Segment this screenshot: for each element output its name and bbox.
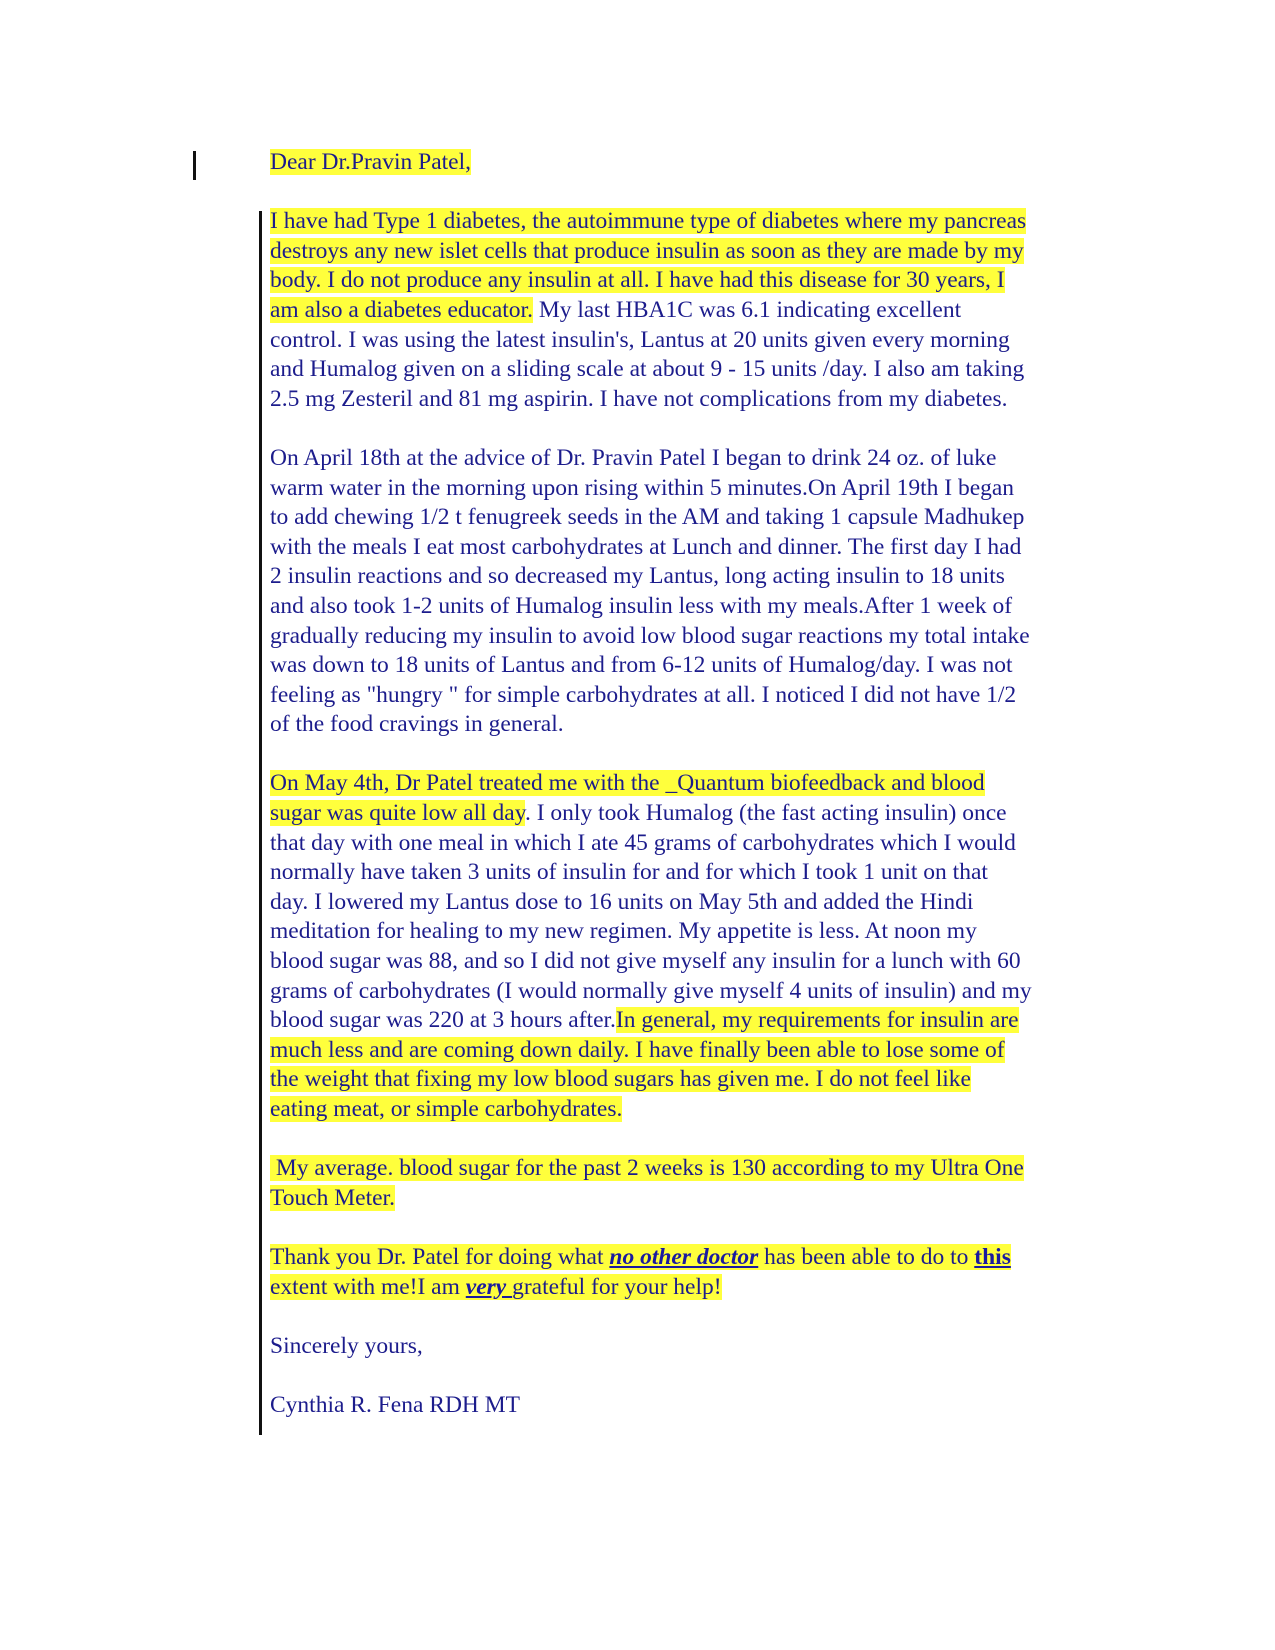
paragraph-average-blood-sugar [270, 1154, 1090, 1213]
line [270, 799, 1090, 829]
highlighted-text: destroys any new islet cells that produce insulin as soon as they are made by my [270, 237, 1024, 264]
closing: Sincerely yours, [270, 1332, 423, 1359]
highlighted-line [270, 1244, 1011, 1270]
line: blood sugar was 88, and so I did not give myself any insulin for a lunch with 60 [270, 948, 1021, 975]
line [270, 1036, 1090, 1066]
plain-text: grateful for your help! [512, 1273, 722, 1300]
line [270, 1154, 1090, 1184]
highlighted-text: much less and are coming down daily. I have finally been able to lose some of [270, 1036, 1005, 1063]
line: of the food cravings in general. [270, 711, 564, 738]
revision-change-bar [259, 211, 262, 1435]
line: gradually reducing my insulin to avoid low blood sugar reactions my total intake [270, 622, 1030, 649]
line: 2.5 mg Zesteril and 81 mg aspirin. I have not complications from my diabetes. [270, 385, 1008, 412]
highlighted-text: eating meat, or simple carbohydrates. [270, 1096, 623, 1122]
line: meditation for healing to my new regimen. My appetite is less. At noon my [270, 918, 977, 945]
line: feeling as "hungry " for simple carbohydrates at all. I noticed I did not have 1/2 [270, 681, 1017, 708]
line: control. I was using the latest insulin's, Lantus at 20 units given every morning [270, 326, 1010, 353]
line: grams of carbohydrates (I would normally give myself 4 units of insulin) and my [270, 977, 1032, 1004]
line: was down to 18 units of Lantus and from 6-12 units of Humalog/day. I was not [270, 652, 1013, 679]
line [270, 1065, 1090, 1095]
emphasis-this: this [974, 1243, 1011, 1270]
highlighted-text: My average. blood sugar for the past 2 weeks is 130 according to my Ultra One [270, 1155, 1024, 1182]
plain-text: Thank you Dr. Patel for doing what [270, 1243, 610, 1270]
highlighted-text: On May 4th, Dr Patel treated me with the _Quantum biofeedback and blood [270, 770, 985, 797]
paragraph-gap [270, 1213, 1090, 1243]
line [270, 1095, 1090, 1125]
paragraph-gap [270, 1302, 1090, 1332]
line: to add chewing 1/2 t fenugreek seeds in the AM and taking 1 capsule Madhukep [270, 504, 1025, 531]
highlighted-line [270, 1274, 722, 1300]
line: 2 insulin reactions and so decreased my Lantus, long acting insulin to 18 units [270, 563, 1005, 590]
line [270, 1273, 1090, 1303]
emphasis-very: very [465, 1273, 513, 1300]
line: warm water in the morning upon rising within 5 minutes.On April 19th I began [270, 474, 1015, 501]
signature: Cynthia R. Fena RDH MT [270, 1391, 521, 1418]
paragraph-gap [270, 1125, 1090, 1155]
salutation-text: Dear Dr.Pravin Patel, [270, 149, 472, 175]
highlighted-text: sugar was quite low all day [270, 800, 525, 827]
highlighted-text: In general, my requirements for insulin are [615, 1007, 1019, 1034]
line: On April 18th at the advice of Dr. Pravin Patel I began to drink 24 oz. of luke [270, 444, 997, 471]
plain-text: blood sugar was 220 at 3 hours after. [270, 1007, 616, 1034]
line [270, 1184, 1090, 1214]
plain-text: extent with me!I am [270, 1273, 466, 1300]
highlighted-text: Touch Meter. [270, 1184, 395, 1211]
plain-text: . I only took Humalog (the fast acting insulin) once [524, 800, 1007, 827]
line: and Humalog given on a sliding scale at about 9 - 15 units /day. I also am taking [270, 356, 1025, 383]
highlighted-text: body. I do not produce any insulin at all. I have had this disease for 30 years, I [270, 267, 1005, 294]
highlighted-text: the weight that fixing my low blood sugars has given me. I do not feel like [270, 1066, 971, 1093]
emphasis-no-other-doctor: no other doctor [609, 1243, 759, 1270]
line: that day with one meal in which I ate 45 grams of carbohydrates which I would [270, 829, 1016, 856]
paragraph-may-treatment [270, 769, 1090, 1124]
paragraph-gap [270, 178, 1090, 208]
highlighted-text: am also a diabetes educator. [270, 296, 533, 323]
line: with the meals I eat most carbohydrates at Lunch and dinner. The first day I had [270, 533, 1022, 560]
line: normally have taken 3 units of insulin for and for which I took 1 unit on that [270, 859, 988, 886]
plain-text: has been able to do to [758, 1243, 975, 1270]
salutation [270, 148, 1090, 178]
line [270, 769, 1090, 799]
paragraph-april-regimen [270, 444, 1090, 740]
line [270, 1243, 1090, 1273]
line: and also took 1-2 units of Humalog insulin less with my meals.After 1 week of [270, 592, 1013, 619]
plain-text: My last HBA1C was 6.1 indicating excellent [532, 296, 962, 323]
paragraph-thank-you [270, 1243, 1090, 1302]
line [270, 237, 1090, 267]
text-cursor-marker [193, 151, 196, 180]
line [270, 266, 1090, 296]
line [270, 207, 1090, 237]
letter-body [270, 148, 1090, 1421]
paragraph-diabetes-history [270, 207, 1090, 414]
line [270, 1006, 1090, 1036]
line: day. I lowered my Lantus dose to 16 units on May 5th and added the Hindi [270, 888, 974, 915]
paragraph-gap [270, 740, 1090, 770]
line [270, 296, 1090, 326]
paragraph-gap [270, 414, 1090, 444]
paragraph-gap [270, 1361, 1090, 1391]
highlighted-text: I have had Type 1 diabetes, the autoimmune type of diabetes where my pancreas [270, 208, 1027, 235]
